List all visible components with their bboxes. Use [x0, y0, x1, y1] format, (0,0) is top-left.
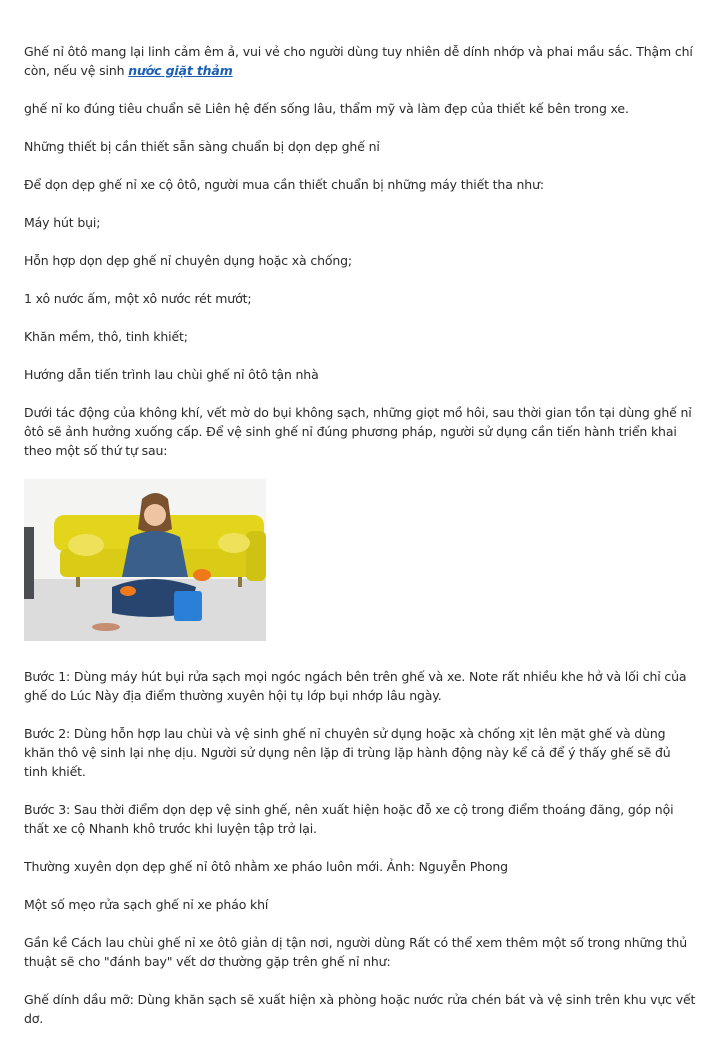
paragraph: Gần kề Cách lau chùi ghế nỉ xe ôtô giản dị tận nơi, người dùng Rất có thể xem thêm một số trong những thủ thuật sẽ cho "đánh bay" vết dơ thường gặp trên ghế nỉ như:	[24, 935, 687, 969]
woman-cleaning-sofa-photo	[24, 479, 266, 641]
paragraph: ghế nỉ ko đúng tiêu chuẩn sẽ Liên hệ đến sống lâu, thẩm mỹ và làm đẹp của thiết kế bên trong xe.	[24, 101, 629, 116]
intro-text: Ghế nỉ ôtô mang lại linh cảm êm ả, vui vẻ cho người dùng tuy nhiên dễ dính nhớp và phai mầu sắc. Thậm chí còn, nếu vệ sinh	[24, 44, 693, 78]
photo-sofa-leg	[76, 577, 80, 587]
photo-bucket	[174, 591, 202, 621]
step-paragraph: Bước 1: Dùng máy hút bụi rửa sạch mọi ngóc ngách bên trên ghế và xe. Note rất nhiều khe hở và lối chỉ của ghế do Lúc Này địa điểm thường xuyên hội tụ lớp bụi nhớp lâu ngày.	[24, 669, 687, 703]
section-heading: Một số mẹo rửa sạch ghế nỉ xe pháo khí	[24, 897, 269, 912]
step-paragraph: Bước 3: Sau thời điểm dọn dẹp vệ sinh ghế, nên xuất hiện hoặc đỗ xe cộ trong điểm thoáng đãng, góp nội thất xe cộ Nhanh khô trước khi luyện tập trở lại.	[24, 802, 674, 836]
document-body	[24, 42, 696, 1047]
section-heading: Hướng dẫn tiến trình lau chùi ghế nỉ ôtô tận nhà	[24, 367, 319, 382]
photo-glove	[120, 586, 136, 596]
paragraph: Ghế dính dầu mỡ: Dùng khăn sạch sẽ xuất hiện xà phòng hoặc nước rửa chén bát và vệ sinh trên khu vực vết dơ.	[24, 992, 696, 1026]
photo-sofa-leg	[238, 577, 242, 587]
carpet-detergent-link[interactable]: nước giặt thảm	[128, 63, 233, 78]
photo-face	[144, 504, 166, 526]
list-item: Khăn mềm, thô, tinh khiết;	[24, 329, 188, 344]
photo-sofa-arm	[246, 531, 266, 581]
list-item: Máy hút bụi;	[24, 215, 101, 230]
photo-caption: Thường xuyên dọn dẹp ghế nỉ ôtô nhằm xe pháo luôn mới. Ảnh: Nguyễn Phong	[24, 859, 508, 874]
photo-pillow	[68, 534, 104, 556]
step-paragraph: Bước 2: Dùng hỗn hợp lau chùi và vệ sinh ghế nỉ chuyên sử dụng hoặc xà chống xịt lên mặt ghế và dùng khăn thô vệ sinh lại nhẹ dịu. Người sử dụng nên lặp đi trùng lặp hành động này kể cả để ý thấy ghế sẽ đủ tinh khiết.	[24, 726, 671, 779]
paragraph: Dưới tác động của không khí, vết mờ do bụi không sạch, những giọt mồ hôi, sau thời gian tồn tại dùng ghế nỉ ôtô sẽ ảnh hưởng xuống cấp. Để vệ sinh ghế nỉ đúng phương pháp, người sử dụng cần tiến hành triển khai theo một số thứ tự sau:	[24, 405, 692, 458]
photo-glove	[193, 569, 211, 581]
photo-shoe	[92, 623, 120, 631]
list-item: 1 xô nước ấm, một xô nước rét mướt;	[24, 291, 252, 306]
photo-shirt	[122, 531, 188, 577]
photo-dark-chair	[24, 527, 34, 599]
intro-paragraph	[24, 42, 696, 80]
photo-pillow	[218, 533, 250, 553]
paragraph: Để dọn dẹp ghế nỉ xe cộ ôtô, người mua cần thiết chuẩn bị những máy thiết tha như:	[24, 177, 544, 192]
list-item: Hỗn hợp dọn dẹp ghế nỉ chuyên dụng hoặc xà chống;	[24, 253, 352, 268]
section-heading: Những thiết bị cần thiết sẵn sàng chuẩn bị dọn dẹp ghế nỉ	[24, 139, 380, 154]
